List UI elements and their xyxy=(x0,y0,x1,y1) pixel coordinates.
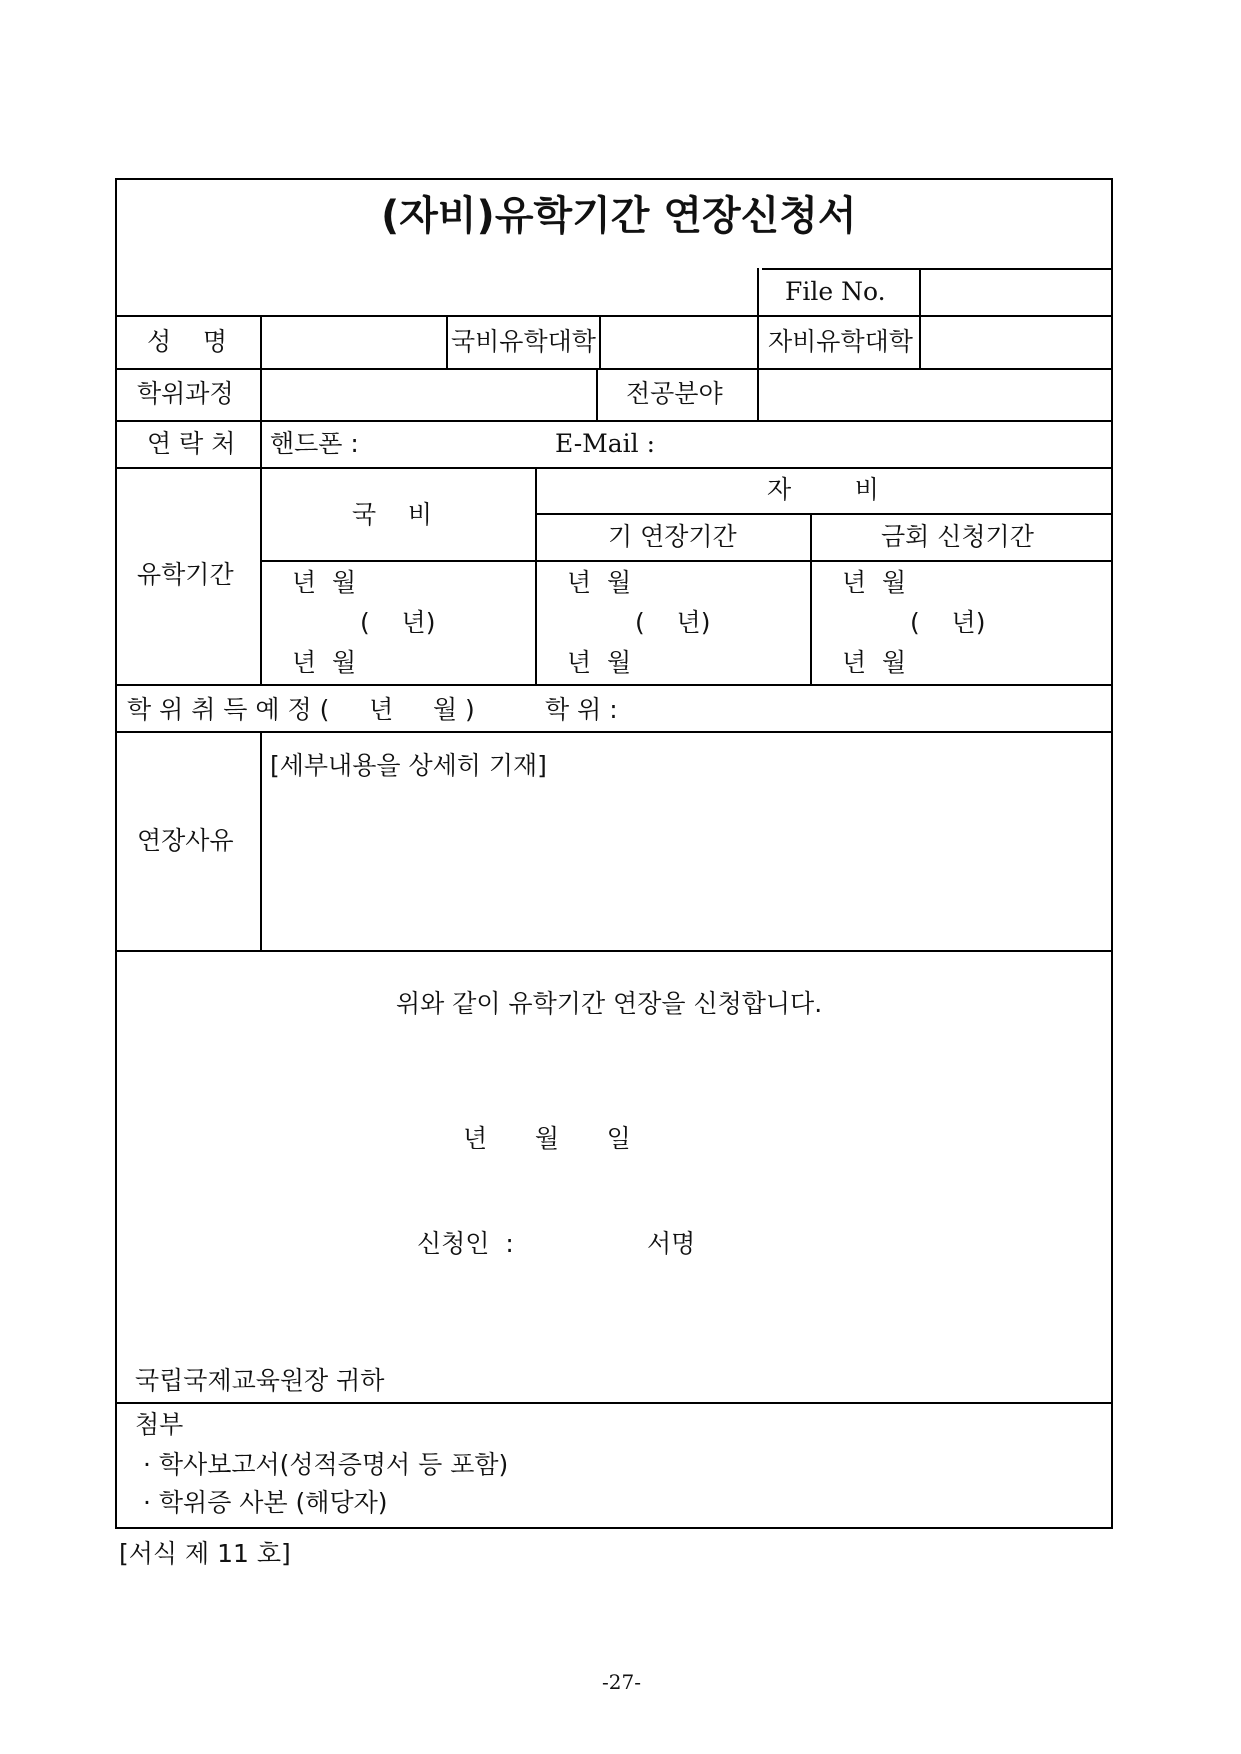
self-header: 자 비 xyxy=(767,475,879,504)
form-number: [서식 제 11 호] xyxy=(119,1539,291,1568)
contact-label: 연 락 처 xyxy=(147,429,236,458)
national-univ-label: 국비유학대학 xyxy=(451,327,596,356)
self-univ-field[interactable] xyxy=(921,317,1111,367)
national-start: 년 월 xyxy=(292,568,357,597)
rule-self-header xyxy=(535,513,1113,515)
page-number: -27- xyxy=(602,1670,641,1694)
degree-expected-label: 학 위 취 득 예 정 ( 년 월 ) xyxy=(127,695,475,724)
prev-duration: ( 년) xyxy=(635,608,711,637)
phone-label: 핸드폰 : xyxy=(270,429,359,458)
signature-label: 서명 xyxy=(647,1229,696,1258)
rule-col-prev-current xyxy=(810,513,812,684)
rule-row-7 xyxy=(117,950,1113,952)
current-duration: ( 년) xyxy=(910,608,986,637)
major-label: 전공분야 xyxy=(626,379,723,408)
form-title: (자비)유학기간 연장신청서 xyxy=(381,193,857,239)
extension-application-form xyxy=(115,178,1113,1529)
reason-label: 연장사유 xyxy=(137,826,234,855)
national-header: 국 비 xyxy=(352,500,433,529)
national-duration: ( 년) xyxy=(360,608,436,637)
name-label: 성 명 xyxy=(147,327,228,356)
major-field[interactable] xyxy=(759,370,1111,419)
rule-col-label-2 xyxy=(260,467,262,684)
national-univ-field[interactable] xyxy=(601,317,756,367)
current-request-header: 금회 신청기간 xyxy=(881,522,1034,551)
degree-field[interactable] xyxy=(627,686,1111,730)
degree-label: 학 위 : xyxy=(545,695,618,724)
prev-end: 년 월 xyxy=(567,648,632,677)
applicant-label: 신청인 : xyxy=(417,1229,514,1258)
addressee: 국립국제교육원장 귀하 xyxy=(135,1366,385,1395)
attachment-item: · 학사보고서(성적증명서 등 포함) xyxy=(143,1450,509,1479)
name-field[interactable] xyxy=(262,317,445,367)
phone-field[interactable] xyxy=(367,422,537,466)
study-period-label: 유학기간 xyxy=(137,560,234,589)
date-line: 년 월 일 xyxy=(463,1124,631,1153)
file-no-label: File No. xyxy=(785,277,886,306)
rule-period-header xyxy=(261,560,1113,562)
rule-col-national-self xyxy=(535,467,537,684)
applicant-name-field[interactable] xyxy=(537,1220,657,1264)
self-univ-label: 자비유학대학 xyxy=(768,327,913,356)
rule-col-degree-major xyxy=(596,368,598,420)
prev-start: 년 월 xyxy=(567,568,632,597)
degree-course-label: 학위과정 xyxy=(137,379,234,408)
rule-col-name-univ xyxy=(446,315,448,368)
declaration-statement: 위와 같이 유학기간 연장을 신청합니다. xyxy=(396,989,823,1018)
reason-textarea[interactable] xyxy=(262,790,1111,948)
email-label: E-Mail : xyxy=(555,429,656,458)
reason-placeholder: [세부내용을 상세히 기재] xyxy=(270,751,547,780)
degree-course-field[interactable] xyxy=(262,370,595,419)
email-field[interactable] xyxy=(667,422,1111,466)
prev-extension-header: 기 연장기간 xyxy=(608,522,737,551)
rule-row-6 xyxy=(117,731,1113,733)
current-start: 년 월 xyxy=(842,568,907,597)
attachment-item: · 학위증 사본 (해당자) xyxy=(143,1488,388,1517)
rule-row-8 xyxy=(117,1402,1113,1404)
attachments-label: 첨부 xyxy=(135,1410,184,1439)
rule-row-4 xyxy=(117,467,1113,469)
file-no-field[interactable] xyxy=(921,270,1111,314)
current-end: 년 월 xyxy=(842,648,907,677)
national-end: 년 월 xyxy=(292,648,357,677)
